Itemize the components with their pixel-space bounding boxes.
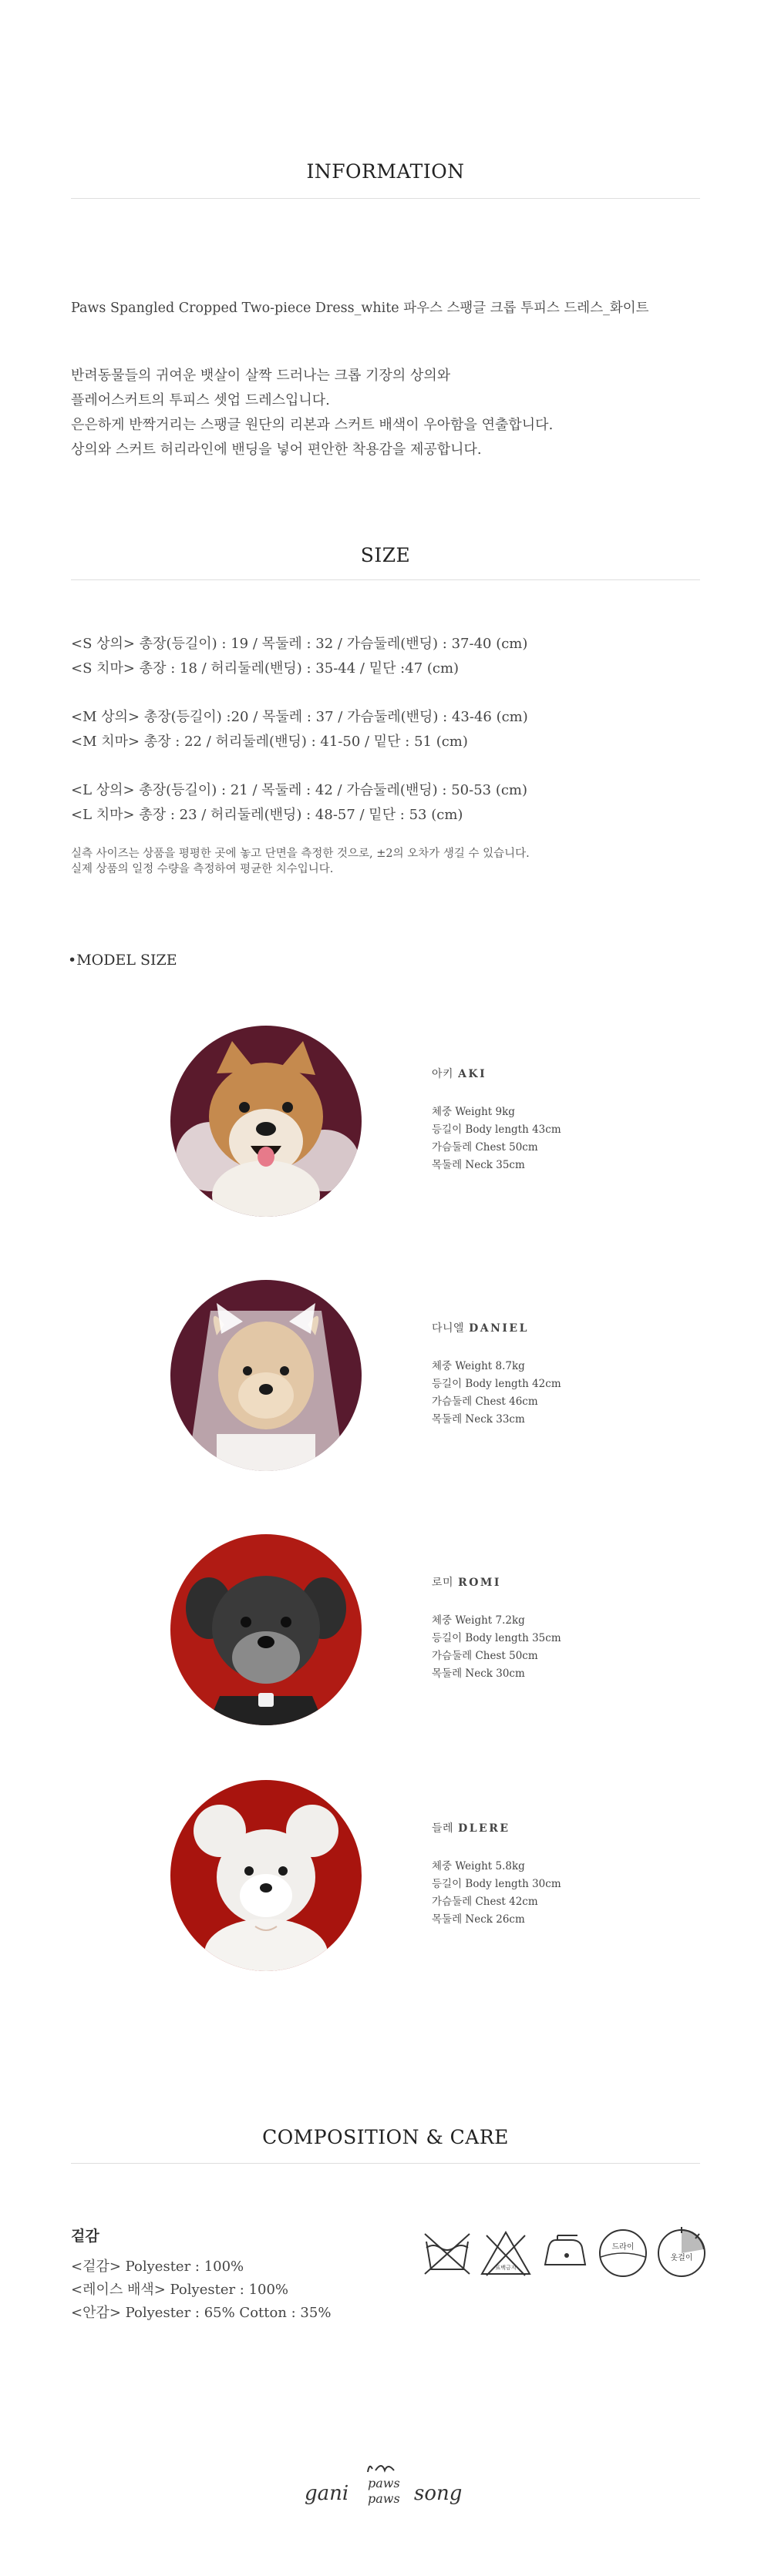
model-chest: 가슴둘레 Chest 50cm: [432, 1141, 538, 1154]
model-body-length: 등길이 Body length 42cm: [432, 1378, 561, 1390]
logo-stack-top: paws: [368, 2476, 400, 2490]
dog-photo-daniel: [170, 1280, 362, 1471]
no-wash-icon: [420, 2226, 474, 2280]
size-group-m: [71, 705, 528, 754]
model-info-romi: [432, 1574, 561, 1683]
composition-item: <겉감> Polyester : 100%: [71, 2259, 244, 2275]
model-body-length: 등길이 Body length 43cm: [432, 1123, 561, 1136]
model-neck: 목둘레 Neck 26cm: [432, 1913, 525, 1926]
model-weight: 체중 Weight 9kg: [432, 1106, 515, 1118]
model-photo-romi: [170, 1534, 362, 1725]
description-line: 반려동물들의 귀여운 뱃살이 살짝 드러나는 크롭 기장의 상의와: [71, 368, 451, 384]
model-name-kr: 다니엘: [432, 1322, 465, 1335]
dog-muzzle: [238, 1372, 294, 1419]
dry-clean-label: 드라이: [611, 2243, 635, 2252]
shade-dry-label: 옷걸이: [670, 2254, 693, 2262]
model-photo-dlere: [170, 1780, 362, 1971]
product-name: Paws Spangled Cropped Two-piece Dress_white 파우스 스팽글 크롭 투피스 드레스_화이트: [71, 301, 649, 316]
description-line: 플레어스커트의 투피스 셋업 드레스입니다.: [71, 392, 330, 408]
size-skirt-row: <M 치마> 총장 : 22 / 허리둘레(밴딩) : 41-50 / 밑단 : 51 (cm): [71, 734, 468, 750]
product-description: [71, 364, 553, 462]
model-weight: 체중 Weight 8.7kg: [432, 1360, 525, 1372]
iron-low-icon: [537, 2226, 591, 2280]
shade-dry-icon: [655, 2226, 709, 2280]
model-chest: 가슴둘레 Chest 42cm: [432, 1896, 538, 1908]
no-bleach-icon: [479, 2226, 533, 2280]
brand-logo: [305, 2455, 466, 2524]
size-skirt-row: <S 치마> 총장 : 18 / 허리둘레(밴딩) : 35-44 / 밑단 :47 (cm): [71, 660, 460, 677]
size-skirt-row: <L 치마> 총장 : 23 / 허리둘레(밴딩) : 48-57 / 밑단 : 53 (cm): [71, 807, 463, 823]
model-chest: 가슴둘레 Chest 46cm: [432, 1395, 538, 1408]
dry-clean-icon: [596, 2226, 650, 2280]
model-size-title: •MODEL SIZE: [68, 952, 177, 969]
care-icons: [420, 2226, 713, 2280]
logo-stack-bottom: paws: [368, 2491, 400, 2506]
dog-muzzle: [240, 1874, 292, 1917]
composition-heading: 겉감: [71, 2228, 99, 2245]
model-info-aki: [432, 1066, 561, 1174]
size-top-row: <M 상의> 총장(등길이) :20 / 목둘레 : 37 / 가슴둘레(밴딩) : 43-46 (cm): [71, 709, 528, 725]
information-title: INFORMATION: [306, 160, 465, 183]
size-top-row: <L 상의> 총장(등길이) : 21 / 목둘레 : 42 / 가슴둘레(밴딩) : 50-53 (cm): [71, 782, 528, 798]
size-group-s: [71, 632, 527, 681]
model-body-length: 등길이 Body length 30cm: [432, 1878, 561, 1890]
size-title: SIZE: [360, 544, 411, 566]
model-info-dlere: [432, 1820, 561, 1929]
no-bleach-label: 표백금지: [495, 2265, 517, 2271]
model-name-kr: 아키: [432, 1068, 454, 1080]
logo-right-word: song: [414, 2482, 463, 2505]
dog-photo-aki: [170, 1026, 362, 1217]
model-body-length: 등길이 Body length 35cm: [432, 1632, 561, 1644]
size-divider: [71, 579, 700, 580]
composition-item: <레이스 배색> Polyester : 100%: [71, 2282, 289, 2298]
model-name-en: AKI: [458, 1068, 487, 1080]
size-note: [71, 846, 530, 877]
composition-title: COMPOSITION & CARE: [262, 2126, 509, 2148]
logo-left-word: gani: [305, 2482, 349, 2505]
composition-list: [71, 2255, 331, 2325]
model-photo-daniel: [170, 1280, 362, 1471]
model-photo-aki: [170, 1026, 362, 1217]
model-neck: 목둘레 Neck 33cm: [432, 1413, 525, 1426]
model-name-en: ROMI: [458, 1577, 501, 1589]
size-group-l: [71, 778, 527, 828]
description-line: 은은하게 반짝거리는 스팽글 원단의 리본과 스커트 배색이 우아함을 연출합니다.: [71, 417, 554, 433]
model-weight: 체중 Weight 5.8kg: [432, 1860, 525, 1872]
model-neck: 목둘레 Neck 35cm: [432, 1159, 525, 1171]
model-chest: 가슴둘레 Chest 50cm: [432, 1650, 538, 1662]
model-name-en: DANIEL: [469, 1322, 529, 1335]
model-name: [432, 1820, 561, 1838]
model-name-en: DLERE: [458, 1822, 510, 1835]
dog-photo-romi: [170, 1534, 362, 1725]
model-neck: 목둘레 Neck 30cm: [432, 1668, 525, 1680]
composition-item: <안감> Polyester : 65% Cotton : 35%: [71, 2305, 332, 2321]
model-name-kr: 들레: [432, 1822, 454, 1835]
model-info-daniel: [432, 1320, 561, 1429]
size-top-row: <S 상의> 총장(등길이) : 19 / 목둘레 : 32 / 가슴둘레(밴딩) : 37-40 (cm): [71, 636, 528, 652]
model-name: [432, 1574, 561, 1592]
size-note-line: 실측 사이즈는 상품을 평평한 곳에 놓고 단면을 측정한 것으로, ±2의 오차가 생길 수 있습니다.: [71, 848, 530, 860]
model-name: [432, 1320, 561, 1338]
dog-photo-dlere: [170, 1780, 362, 1971]
description-line: 상의와 스커트 허리라인에 밴딩을 넣어 편안한 착용감을 제공합니다.: [71, 442, 482, 458]
model-name: [432, 1066, 561, 1083]
composition-divider: [71, 2163, 700, 2164]
size-note-line: 실제 상품의 일정 수량을 측정하여 평균한 치수입니다.: [71, 863, 334, 875]
model-name-kr: 로미: [432, 1577, 454, 1589]
information-divider: [71, 198, 700, 199]
model-weight: 체중 Weight 7.2kg: [432, 1614, 525, 1627]
